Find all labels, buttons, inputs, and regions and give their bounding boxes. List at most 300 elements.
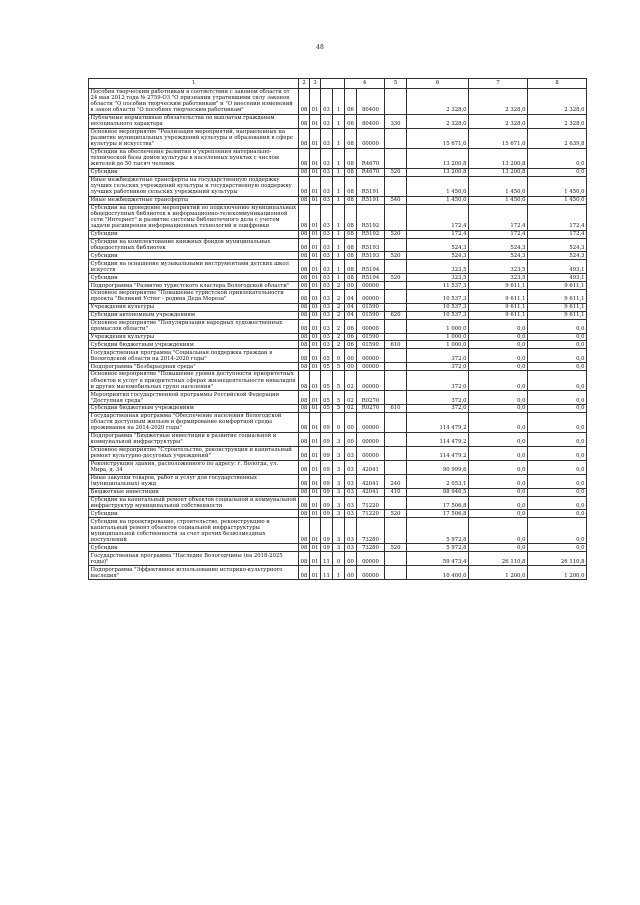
code-3: 01 — [310, 252, 321, 260]
amount-6: 1 450,0 — [407, 196, 469, 204]
amount-8: 0,0 — [528, 496, 587, 510]
code-3: 01 — [310, 88, 321, 114]
code-4a: 09 — [321, 496, 333, 510]
amount-8: 0,0 — [528, 148, 587, 168]
amount-7: 0,0 — [469, 341, 528, 349]
amount-6: 15 671,0 — [407, 128, 469, 148]
amount-8: 1 200,0 — [528, 566, 587, 580]
table-row — [89, 230, 587, 238]
amount-7: 524,3 — [469, 238, 528, 252]
code-4b: 2 — [333, 311, 345, 319]
code-4d: R5191 — [357, 176, 385, 196]
row-name: Подпрограмма "Бюджетные инвестиции в развитие социальной и коммунальной инфраструктуры" — [89, 432, 299, 446]
amount-7: 0,0 — [469, 474, 528, 488]
code-3: 01 — [310, 176, 321, 196]
code-2: 08 — [299, 405, 310, 413]
code-4d: 73280 — [357, 544, 385, 552]
amount-6: 372,0 — [407, 391, 469, 405]
code-4b: 0 — [333, 552, 345, 566]
row-name: Подпрограмма "Безбарьерная среда" — [89, 363, 299, 371]
code-4a: 09 — [321, 510, 333, 518]
code-4b: 2 — [333, 319, 345, 333]
amount-8: 0,0 — [528, 349, 587, 363]
code-2: 08 — [299, 230, 310, 238]
table-row — [89, 474, 587, 488]
code-4b: 2 — [333, 289, 345, 303]
amount-6: 88 946,5 — [407, 488, 469, 496]
amount-7: 0,0 — [469, 544, 528, 552]
code-2: 08 — [299, 446, 310, 460]
code-2: 08 — [299, 204, 310, 230]
code-4d: 00000 — [357, 432, 385, 446]
table-row — [89, 282, 587, 290]
table-row — [89, 566, 587, 580]
amount-6: 323,5 — [407, 274, 469, 282]
amount-7: 323,5 — [469, 274, 528, 282]
code-3: 01 — [310, 260, 321, 274]
table-row — [89, 128, 587, 148]
row-name: Основное мероприятие "Реализация мероприятий, направленных на развитие муниципальных учреждений культуры и образования в сфере культуры и искусства" — [89, 128, 299, 148]
code-5 — [385, 204, 407, 230]
code-4d: 01590 — [357, 311, 385, 319]
code-4d: 42041 — [357, 488, 385, 496]
code-4a: 03 — [321, 341, 333, 349]
amount-6: 172,4 — [407, 204, 469, 230]
code-5 — [385, 333, 407, 341]
code-5 — [385, 148, 407, 168]
code-4a: 03 — [321, 168, 333, 176]
amount-8: 0,0 — [528, 391, 587, 405]
code-4b: 1 — [333, 196, 345, 204]
code-4c: 00 — [345, 282, 357, 290]
code-4d: 00000 — [357, 289, 385, 303]
code-4a: 11 — [321, 552, 333, 566]
row-name: Субсидии — [89, 510, 299, 518]
code-3: 01 — [310, 333, 321, 341]
code-4b: 5 — [333, 371, 345, 391]
table-row — [89, 319, 587, 333]
table-row — [89, 260, 587, 274]
code-3: 01 — [310, 518, 321, 544]
code-4d: R4670 — [357, 148, 385, 168]
table-row — [89, 510, 587, 518]
table-row — [89, 496, 587, 510]
row-name: Иные межбюджетные трансферты — [89, 196, 299, 204]
row-name: Субсидии на проектирование, строительство, реконструкцию и капитальный ремонт объектов социальной инфраструктуры муниципальной собственности за счет прочих безвозмездных поступлений — [89, 518, 299, 544]
amount-8: 2 328,0 — [528, 88, 587, 114]
code-4c: 02 — [345, 405, 357, 413]
code-4a: 05 — [321, 391, 333, 405]
code-4d: 01590 — [357, 303, 385, 311]
code-4c: 04 — [345, 303, 357, 311]
code-4d: 42041 — [357, 460, 385, 474]
amount-6: 17 506,8 — [407, 510, 469, 518]
row-name: Субсидии — [89, 230, 299, 238]
code-4b: 1 — [333, 114, 345, 128]
row-name: Субсидии — [89, 168, 299, 176]
code-4c: 08 — [345, 204, 357, 230]
code-4b: 0 — [333, 349, 345, 363]
amount-7: 0,0 — [469, 319, 528, 333]
row-name: Иные межбюджетные трансферты на государственную поддержку лучших сельских учреждений культуры и государственную поддержку лучших работников сельских учреждений культуры — [89, 176, 299, 196]
code-4b: 2 — [333, 303, 345, 311]
amount-8: 1 450,0 — [528, 176, 587, 196]
amount-7: 13 200,8 — [469, 168, 528, 176]
amount-7: 172,4 — [469, 204, 528, 230]
code-4b: 5 — [333, 363, 345, 371]
code-2: 08 — [299, 371, 310, 391]
code-3: 01 — [310, 148, 321, 168]
code-2: 08 — [299, 552, 310, 566]
code-2: 08 — [299, 510, 310, 518]
code-4a: 03 — [321, 196, 333, 204]
amount-7: 26 110,8 — [469, 552, 528, 566]
table-row — [89, 518, 587, 544]
code-5 — [385, 260, 407, 274]
amount-6: 13 200,8 — [407, 168, 469, 176]
code-3: 01 — [310, 128, 321, 148]
code-5 — [385, 319, 407, 333]
code-4b: 3 — [333, 446, 345, 460]
amount-6: 524,3 — [407, 238, 469, 252]
code-2: 08 — [299, 252, 310, 260]
amount-6: 13 200,8 — [407, 148, 469, 168]
code-3: 01 — [310, 238, 321, 252]
code-3: 01 — [310, 168, 321, 176]
code-4b: 3 — [333, 432, 345, 446]
code-4b: 1 — [333, 566, 345, 580]
table-row — [89, 148, 587, 168]
row-name: Публичные нормативные обязательства по выплатам гражданам несоциального характера — [89, 114, 299, 128]
code-2: 08 — [299, 311, 310, 319]
amount-6: 10 537,3 — [407, 289, 469, 303]
amount-7: 15 671,0 — [469, 128, 528, 148]
amount-6: 172,4 — [407, 230, 469, 238]
header-row — [89, 79, 587, 89]
code-5 — [385, 349, 407, 363]
code-2: 08 — [299, 460, 310, 474]
code-4c: 04 — [345, 311, 357, 319]
code-4c: 03 — [345, 496, 357, 510]
code-4a: 03 — [321, 88, 333, 114]
table-row — [89, 544, 587, 552]
amount-8: 0,0 — [528, 446, 587, 460]
amount-8: 0,0 — [528, 510, 587, 518]
code-4a: 09 — [321, 488, 333, 496]
code-2: 08 — [299, 496, 310, 510]
code-4a: 09 — [321, 518, 333, 544]
amount-8: 172,4 — [528, 230, 587, 238]
code-3: 01 — [310, 349, 321, 363]
code-5 — [385, 552, 407, 566]
code-4a: 03 — [321, 252, 333, 260]
column-header: 5 — [385, 79, 407, 89]
amount-7: 0,0 — [469, 460, 528, 474]
page-number: 48 — [316, 44, 324, 51]
amount-6: 10 537,3 — [407, 303, 469, 311]
code-3: 01 — [310, 282, 321, 290]
amount-8: 0,0 — [528, 518, 587, 544]
code-4a: 03 — [321, 128, 333, 148]
code-4d: R5192 — [357, 230, 385, 238]
table-row — [89, 349, 587, 363]
table-body — [89, 88, 587, 579]
code-4d: R5191 — [357, 196, 385, 204]
code-4d: 00000 — [357, 349, 385, 363]
code-3: 01 — [310, 363, 321, 371]
code-3: 01 — [310, 391, 321, 405]
code-4b: 0 — [333, 412, 345, 432]
code-5: 330 — [385, 114, 407, 128]
code-4a: 09 — [321, 544, 333, 552]
table-row — [89, 168, 587, 176]
table-row — [89, 446, 587, 460]
amount-7: 9 611,1 — [469, 303, 528, 311]
amount-6: 524,3 — [407, 252, 469, 260]
code-4b: 1 — [333, 148, 345, 168]
code-2: 08 — [299, 282, 310, 290]
amount-8: 9 611,1 — [528, 303, 587, 311]
code-4b: 2 — [333, 333, 345, 341]
code-3: 01 — [310, 412, 321, 432]
table-row — [89, 289, 587, 303]
code-4c: 00 — [345, 552, 357, 566]
code-4a: 09 — [321, 460, 333, 474]
amount-8: 0,0 — [528, 432, 587, 446]
code-5: 610 — [385, 405, 407, 413]
code-4c: 00 — [345, 566, 357, 580]
code-4a: 03 — [321, 238, 333, 252]
code-5 — [385, 303, 407, 311]
code-4c: 00 — [345, 412, 357, 432]
code-4b: 2 — [333, 282, 345, 290]
code-4a: 05 — [321, 363, 333, 371]
code-5: 620 — [385, 311, 407, 319]
code-4d: R5193 — [357, 238, 385, 252]
code-3: 01 — [310, 488, 321, 496]
amount-8: 0,0 — [528, 371, 587, 391]
amount-6: 2 328,0 — [407, 88, 469, 114]
amount-8: 0,0 — [528, 412, 587, 432]
code-4c: 03 — [345, 488, 357, 496]
amount-8: 0,0 — [528, 474, 587, 488]
budget-table-container — [88, 78, 586, 580]
amount-6: 1 450,0 — [407, 176, 469, 196]
code-4d: 80400 — [357, 114, 385, 128]
code-4c: 08 — [345, 148, 357, 168]
amount-6: 1 000,0 — [407, 341, 469, 349]
code-5 — [385, 460, 407, 474]
row-name: Государственная программа "Социальная поддержка граждан в Вологодской области на 2014-2020 годы" — [89, 349, 299, 363]
code-3: 01 — [310, 196, 321, 204]
amount-6: 2 328,0 — [407, 114, 469, 128]
code-4c: 08 — [345, 128, 357, 148]
amount-8: 1 450,0 — [528, 196, 587, 204]
amount-7: 9 611,1 — [469, 311, 528, 319]
table-row — [89, 88, 587, 114]
code-4a: 03 — [321, 333, 333, 341]
code-5 — [385, 412, 407, 432]
code-2: 08 — [299, 319, 310, 333]
column-header: 4 — [345, 79, 385, 89]
code-5 — [385, 371, 407, 391]
code-4b: 1 — [333, 230, 345, 238]
code-2: 08 — [299, 148, 310, 168]
row-name: Основное мероприятие "Повышение уровня доступности приоритетных объектов и услуг в приоритетных сферах жизнедеятельности инвалидов и других маломобильных групп населения" — [89, 371, 299, 391]
code-2: 08 — [299, 566, 310, 580]
amount-6: 114 479,2 — [407, 446, 469, 460]
code-4d: R5193 — [357, 252, 385, 260]
code-5: 520 — [385, 274, 407, 282]
code-4a: 03 — [321, 303, 333, 311]
code-4b: 1 — [333, 168, 345, 176]
code-3: 01 — [310, 204, 321, 230]
amount-8: 0,0 — [528, 333, 587, 341]
code-4d: 71220 — [357, 496, 385, 510]
code-4b: 1 — [333, 238, 345, 252]
row-name: Основное мероприятие "Повышение туристской привлекательности проекта "Великий Устюг - родина Деда Мороза" — [89, 289, 299, 303]
code-4d: 00000 — [357, 412, 385, 432]
code-4a: 03 — [321, 319, 333, 333]
code-3: 01 — [310, 496, 321, 510]
amount-7: 1 450,0 — [469, 176, 528, 196]
code-4a: 03 — [321, 282, 333, 290]
amount-6: 5 972,8 — [407, 518, 469, 544]
table-row — [89, 341, 587, 349]
code-3: 01 — [310, 432, 321, 446]
row-name: Субсидии на проведение мероприятий по подключению муниципальных общедоступных библиотек к информационно-телекоммуникационной сети "Интернет" и развитие системы библиотечного дела с учетом задачи расширения информационных технологий и оцифровки — [89, 204, 299, 230]
code-2: 08 — [299, 196, 310, 204]
code-4b: 2 — [333, 341, 345, 349]
code-4d: 01590 — [357, 341, 385, 349]
code-2: 08 — [299, 432, 310, 446]
code-2: 08 — [299, 260, 310, 274]
amount-7: 1 200,0 — [469, 566, 528, 580]
amount-6: 10 400,0 — [407, 566, 469, 580]
code-3: 01 — [310, 446, 321, 460]
column-header: 8 — [528, 79, 587, 89]
code-4a: 05 — [321, 371, 333, 391]
amount-7: 0,0 — [469, 518, 528, 544]
amount-7: 0,0 — [469, 391, 528, 405]
amount-8: 0,0 — [528, 488, 587, 496]
table-row — [89, 204, 587, 230]
column-header: 6 — [407, 79, 469, 89]
table-row — [89, 252, 587, 260]
code-4a: 03 — [321, 230, 333, 238]
code-4d: R5194 — [357, 274, 385, 282]
code-5 — [385, 391, 407, 405]
code-4c: 02 — [345, 371, 357, 391]
code-2: 08 — [299, 391, 310, 405]
amount-6: 372,0 — [407, 363, 469, 371]
column-header: 3 — [310, 79, 321, 89]
amount-7: 0,0 — [469, 510, 528, 518]
code-5: 520 — [385, 252, 407, 260]
code-3: 01 — [310, 566, 321, 580]
column-header: 1 — [89, 79, 299, 89]
code-4b: 1 — [333, 88, 345, 114]
code-4b: 1 — [333, 176, 345, 196]
code-2: 08 — [299, 274, 310, 282]
code-5: 240 — [385, 474, 407, 488]
code-2: 08 — [299, 474, 310, 488]
row-name: Субсидии на комплектование книжных фондов муниципальных общедоступных библиотек — [89, 238, 299, 252]
code-4a: 05 — [321, 405, 333, 413]
code-5 — [385, 446, 407, 460]
amount-6: 323,5 — [407, 260, 469, 274]
amount-6: 1 000,0 — [407, 333, 469, 341]
code-4a: 03 — [321, 114, 333, 128]
row-name: Государственная программа "Наследие Вологодчины (на 2018-2025 годы)" — [89, 552, 299, 566]
code-4d: 00000 — [357, 282, 385, 290]
table-row — [89, 363, 587, 371]
code-4a: 03 — [321, 176, 333, 196]
amount-7: 13 200,8 — [469, 148, 528, 168]
code-4a: 03 — [321, 274, 333, 282]
amount-7: 0,0 — [469, 432, 528, 446]
table-row — [89, 488, 587, 496]
row-name: Учреждения культуры — [89, 303, 299, 311]
row-name: Основное мероприятие "Популяризация народных художественных промыслов области" — [89, 319, 299, 333]
code-4b: 1 — [333, 252, 345, 260]
code-4a: 03 — [321, 289, 333, 303]
code-4d: R5192 — [357, 204, 385, 230]
code-5 — [385, 363, 407, 371]
row-name: Мероприятия государственной программы Российской Федерации "Доступная среда" — [89, 391, 299, 405]
code-2: 08 — [299, 303, 310, 311]
table-row — [89, 176, 587, 196]
code-4c: 08 — [345, 252, 357, 260]
code-4a: 09 — [321, 412, 333, 432]
code-4a: 09 — [321, 432, 333, 446]
code-2: 08 — [299, 363, 310, 371]
amount-6: 372,0 — [407, 405, 469, 413]
code-4c: 03 — [345, 518, 357, 544]
code-5 — [385, 176, 407, 196]
row-name: Подпрограмма "Эффективное использование историко-культурного наследия" — [89, 566, 299, 580]
row-name: Бюджетные инвестиции — [89, 488, 299, 496]
code-5 — [385, 88, 407, 114]
code-4d: 00000 — [357, 566, 385, 580]
code-4c: 08 — [345, 230, 357, 238]
code-4c: 08 — [345, 196, 357, 204]
code-4c: 00 — [345, 363, 357, 371]
amount-8: 0,0 — [528, 363, 587, 371]
amount-7: 0,0 — [469, 371, 528, 391]
amount-6: 2 053,1 — [407, 474, 469, 488]
code-4c: 06 — [345, 319, 357, 333]
amount-8: 0,0 — [528, 460, 587, 474]
code-4c: 00 — [345, 432, 357, 446]
table-row — [89, 432, 587, 446]
row-name: Основное мероприятие "Строительство, реконструкция и капитальный ремонт культурно-досуговых учреждений" — [89, 446, 299, 460]
amount-8: 0,0 — [528, 544, 587, 552]
amount-6: 10 537,3 — [407, 311, 469, 319]
row-name: Учреждения культуры — [89, 333, 299, 341]
row-name: Субсидии — [89, 544, 299, 552]
code-4c: 03 — [345, 544, 357, 552]
amount-8: 0,0 — [528, 341, 587, 349]
code-5: 540 — [385, 196, 407, 204]
amount-6: 11 537,3 — [407, 282, 469, 290]
code-2: 08 — [299, 88, 310, 114]
code-4b: 3 — [333, 488, 345, 496]
code-3: 01 — [310, 510, 321, 518]
code-4d: 73280 — [357, 518, 385, 544]
code-4b: 3 — [333, 496, 345, 510]
code-4b: 3 — [333, 518, 345, 544]
